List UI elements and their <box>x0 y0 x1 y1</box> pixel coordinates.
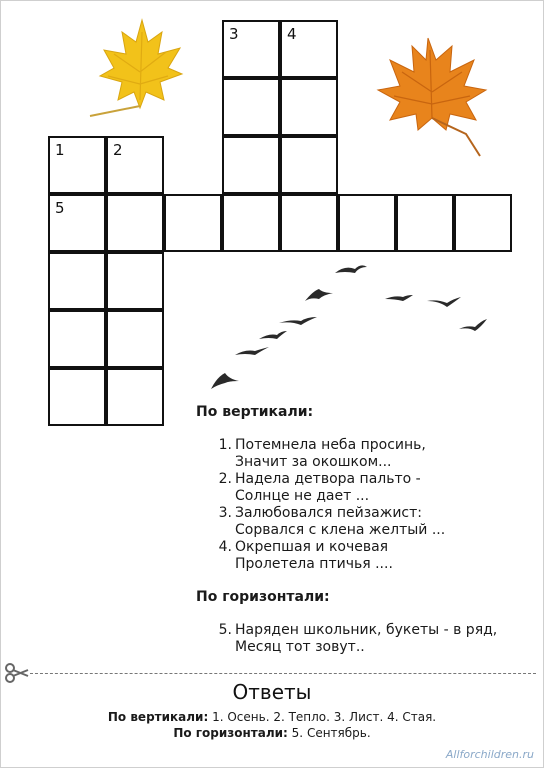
clues-section <box>196 404 536 656</box>
cell-h5-5[interactable] <box>280 194 338 252</box>
horizontal-clues-list <box>196 622 536 656</box>
clue-item <box>196 539 536 573</box>
cell-h5-7[interactable] <box>396 194 454 252</box>
clue-text: Потемнела неба просинь, Значит за окошком... <box>235 437 426 470</box>
clue-number-4: 4 <box>287 25 297 43</box>
clue-text: Наряден школьник, букеты - в ряд, Месяц тот зовут.. <box>235 622 498 655</box>
answers-horizontal-text: 5. Сентябрь. <box>287 726 371 740</box>
cell-v1-5[interactable] <box>48 368 106 426</box>
cut-line <box>30 673 536 674</box>
cell-v2-1[interactable] <box>106 136 164 194</box>
answers-vertical-label: По вертикали: <box>107 710 209 724</box>
cell-h5-4[interactable] <box>222 194 280 252</box>
clue-number-1: 1 <box>55 141 65 159</box>
answers-title: Ответы <box>232 680 312 704</box>
cell-h5-2[interactable] <box>106 194 164 252</box>
cell-v1-1[interactable] <box>48 136 106 194</box>
cell-v3-1[interactable] <box>222 20 280 78</box>
clue-item <box>196 471 536 505</box>
clue-text: Окрепшая и кочевая Пролетела птичья .... <box>235 539 393 572</box>
clue-number: 5. <box>218 622 232 638</box>
answers-vertical-text: 1. Осень. 2. Тепло. 3. Лист. 4. Стая. <box>208 710 437 724</box>
clue-number-3: 3 <box>229 25 239 43</box>
cell-v4-3[interactable] <box>280 136 338 194</box>
orange-maple-leaf-icon <box>366 30 496 160</box>
clue-number-2: 2 <box>113 141 123 159</box>
flock-of-birds-icon <box>205 255 505 395</box>
cell-v1-4[interactable] <box>48 310 106 368</box>
clue-number: 3. <box>218 505 232 521</box>
cell-v4-1[interactable] <box>280 20 338 78</box>
clue-number: 4. <box>218 539 232 555</box>
clue-text: Надела детвора пальто - Солнце не дает ... <box>235 471 421 504</box>
cell-v2-3[interactable] <box>106 252 164 310</box>
answers-horizontal <box>0 726 544 740</box>
cell-h5-3[interactable] <box>164 194 222 252</box>
vertical-clues-list <box>196 437 536 573</box>
cell-v3-3[interactable] <box>222 136 280 194</box>
cell-v4-2[interactable] <box>280 78 338 136</box>
cell-v2-5[interactable] <box>106 368 164 426</box>
vertical-clues-heading: По вертикали: <box>196 404 314 420</box>
cell-v3-2[interactable] <box>222 78 280 136</box>
clue-number: 2. <box>218 471 232 487</box>
clue-item <box>196 622 536 656</box>
clue-text: Залюбовался пейзажист: Сорвался с клена желтый ... <box>235 505 446 538</box>
answers-horizontal-label: По горизонтали: <box>173 726 288 740</box>
cell-v1-3[interactable] <box>48 252 106 310</box>
clue-item <box>196 437 536 471</box>
cell-h5-1[interactable] <box>48 194 106 252</box>
yellow-maple-leaf-icon <box>82 12 192 122</box>
cell-v2-4[interactable] <box>106 310 164 368</box>
cell-h5-6[interactable] <box>338 194 396 252</box>
clue-number-5: 5 <box>55 199 65 217</box>
clue-item <box>196 505 536 539</box>
site-watermark: Allforchildren.ru <box>445 748 534 761</box>
answers-vertical <box>0 710 544 724</box>
cell-h5-8[interactable] <box>454 194 512 252</box>
clue-number: 1. <box>218 437 232 453</box>
horizontal-clues-heading: По горизонтали: <box>196 589 330 605</box>
